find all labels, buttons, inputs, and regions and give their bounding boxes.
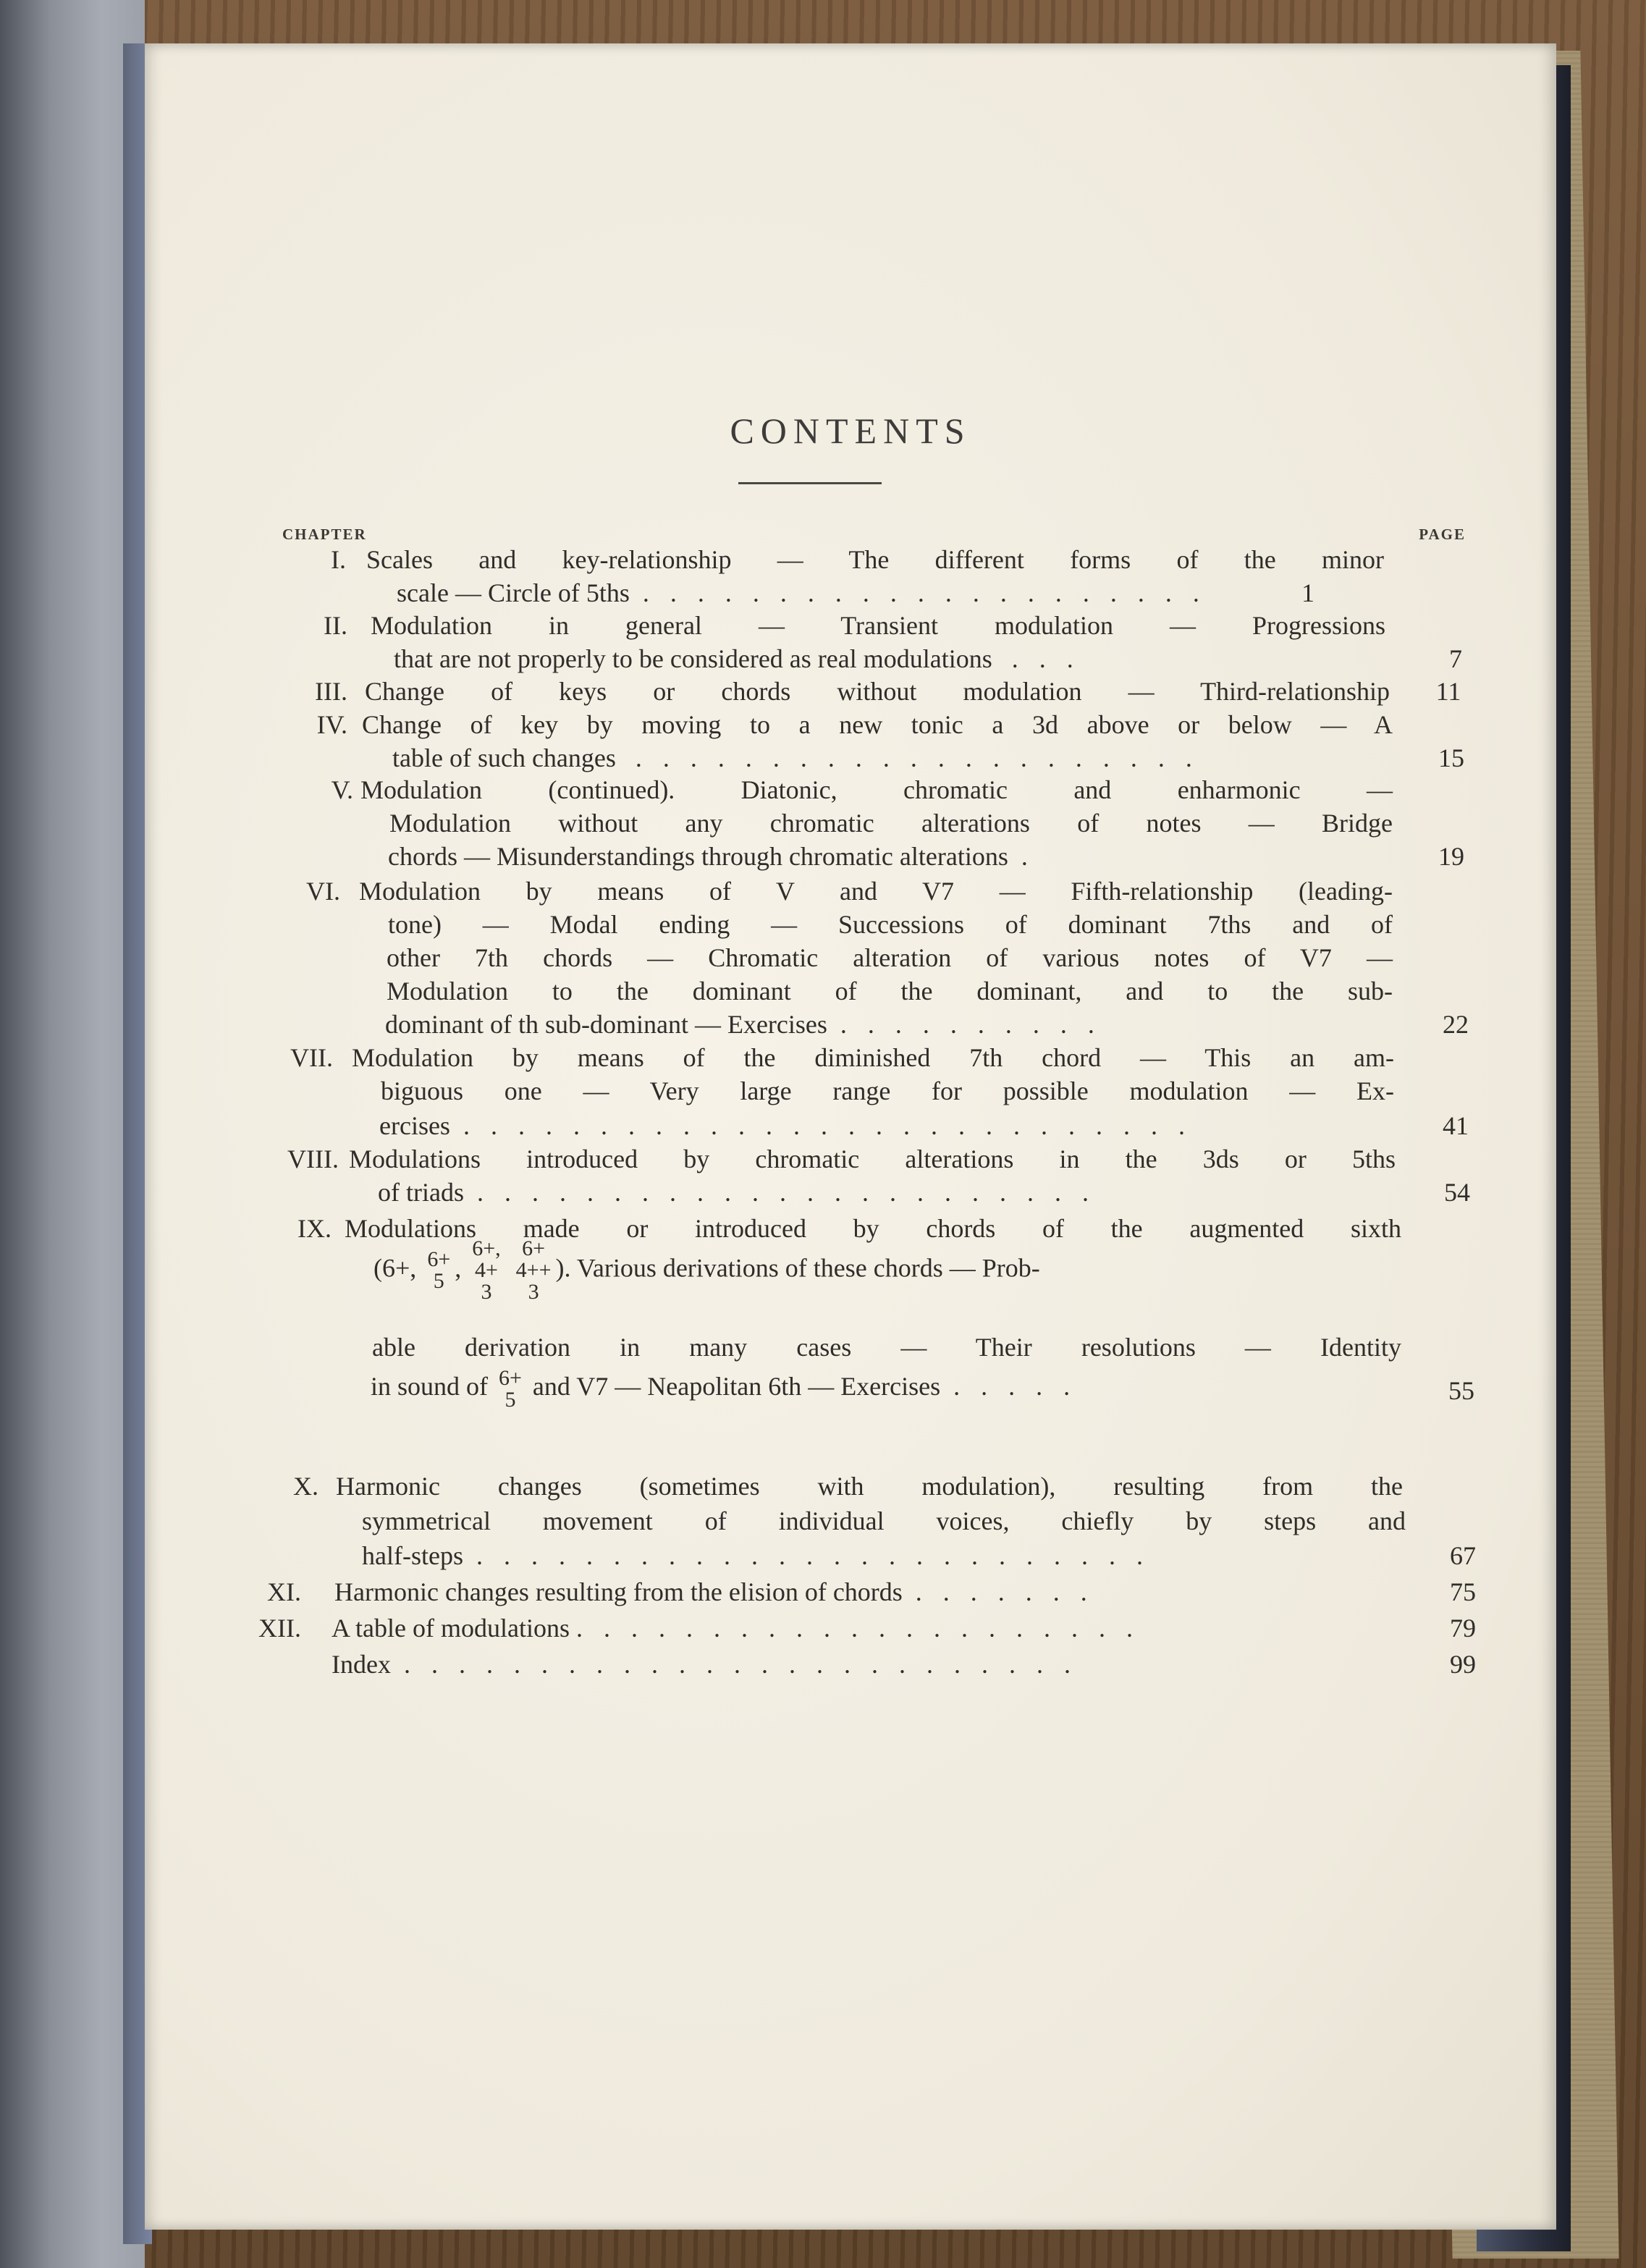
page-title: CONTENTS: [730, 410, 971, 451]
entry-line: Modulation without any chromatic alterations of notes — Bridge: [389, 809, 1393, 838]
entry-line: symmetrical movement of individual voices, chiefly by steps and: [362, 1506, 1406, 1535]
page-number: 99: [1450, 1650, 1476, 1679]
entry-line: biguous one — Very large range for possible modulation — Ex-: [381, 1076, 1394, 1105]
page-number: 1: [1301, 578, 1314, 607]
entry-line: scale — Circle of 5ths . . . . . . . . . . . . . . . . . . . . .: [397, 578, 1207, 607]
chapter-column-header: CHAPTER: [282, 526, 367, 543]
page-number: 19: [1438, 842, 1464, 871]
entry-line: chords — Misunderstandings through chromatic alterations .: [388, 842, 1035, 871]
page-number: 54: [1444, 1178, 1470, 1207]
page-number: 22: [1443, 1010, 1469, 1039]
entry-line: Index . . . . . . . . . . . . . . . . . . . . . . . . .: [332, 1650, 1078, 1679]
entry-line: Modulation by means of the diminished 7th chord — This an am-: [352, 1043, 1394, 1072]
chapter-numeral: VI.: [306, 877, 340, 906]
page-number: 67: [1450, 1541, 1476, 1570]
entry-line: Modulation (continued). Diatonic, chromatic and enharmonic —: [360, 775, 1393, 804]
chord-figure: 6+ 4++ 3: [515, 1236, 552, 1304]
entry-line: of triads . . . . . . . . . . . . . . . . . . . . . . .: [378, 1178, 1096, 1207]
entry-line: half-steps . . . . . . . . . . . . . . . . . . . . . . . . .: [362, 1541, 1150, 1570]
entry-line: able derivation in many cases — Their resolutions — Identity: [372, 1333, 1401, 1362]
entry-line: Change of key by moving to a new tonic a 3d above or below — A: [362, 710, 1393, 739]
page-number: 41: [1443, 1111, 1469, 1140]
title-rule: [738, 482, 882, 484]
entry-line: Modulations introduced by chromatic alterations in the 3ds or 5ths: [349, 1144, 1396, 1173]
entry-line: Modulations made or introduced by chords of the augmented sixth: [345, 1214, 1401, 1243]
chord-figure: 6+, 4+ 3: [472, 1236, 501, 1304]
entry-line: dominant of th sub-dominant — Exercises . . . . . . . . . .: [385, 1010, 1102, 1039]
entry-line: other 7th chords — Chromatic alteration of various notes of V7 —: [387, 943, 1393, 972]
page-number: 55: [1448, 1376, 1474, 1405]
entry-line: ercises . . . . . . . . . . . . . . . . . . . . . . . . . . .: [379, 1111, 1192, 1140]
entry-line: Scales and key-relationship — The different forms of the minor: [366, 545, 1384, 574]
chord-figure: 6+ 5: [499, 1365, 522, 1412]
chapter-numeral: X.: [293, 1472, 318, 1501]
entry-line: tone) — Modal ending — Successions of dominant 7ths and of: [388, 910, 1393, 939]
page-number: 7: [1449, 644, 1462, 673]
chapter-numeral: IV.: [316, 710, 347, 739]
chapter-numeral: I.: [331, 545, 346, 574]
entry-line: Harmonic changes resulting from the elision of chords . . . . . . .: [334, 1577, 1094, 1606]
chapter-numeral: VII.: [290, 1043, 333, 1072]
page-number: 75: [1450, 1577, 1476, 1606]
entry-line: Modulation by means of V and V7 — Fifth-relationship (leading-: [359, 877, 1393, 906]
chapter-numeral: V.: [331, 775, 353, 804]
page-number: 11: [1435, 677, 1461, 706]
entry-line: Change of keys or chords without modulation — Third-relationship: [365, 677, 1390, 706]
entry-line-chords: (6+, 6+ 5 , 6+, 4+ 3 6+ 4++ 3 ). Various derivations of these chords — Prob-: [373, 1236, 1040, 1304]
chord-figure: 6+ 5: [427, 1247, 451, 1293]
entry-line: table of such changes . . . . . . . . . . . . . . . . . . . . .: [392, 743, 1199, 772]
page-number: 15: [1438, 743, 1464, 772]
entry-line: A table of modulations . . . . . . . . . . . . . . . . . . . . .: [332, 1614, 1140, 1643]
chapter-numeral: XI.: [267, 1577, 301, 1606]
entry-line: Modulation in general — Transient modulation — Progressions: [371, 611, 1385, 640]
chapter-numeral: XII.: [258, 1614, 301, 1643]
chapter-numeral: IX.: [297, 1214, 332, 1243]
page-column-header: PAGE: [1419, 526, 1466, 543]
chapter-numeral: VIII.: [287, 1144, 339, 1173]
contents-page: [145, 43, 1556, 2230]
page-number: 79: [1450, 1614, 1476, 1643]
entry-line: Modulation to the dominant of the dominant, and to the sub-: [387, 977, 1393, 1006]
entry-line: in sound of 6+ 5 and V7 — Neapolitan 6th — Exercises . . . . .: [371, 1365, 1078, 1412]
chapter-numeral: III.: [315, 677, 347, 706]
chapter-numeral: II.: [324, 611, 347, 640]
entry-line: that are not properly to be considered as real modulations . . .: [394, 644, 1081, 673]
entry-line: Harmonic changes (sometimes with modulation), resulting from the: [336, 1472, 1403, 1501]
